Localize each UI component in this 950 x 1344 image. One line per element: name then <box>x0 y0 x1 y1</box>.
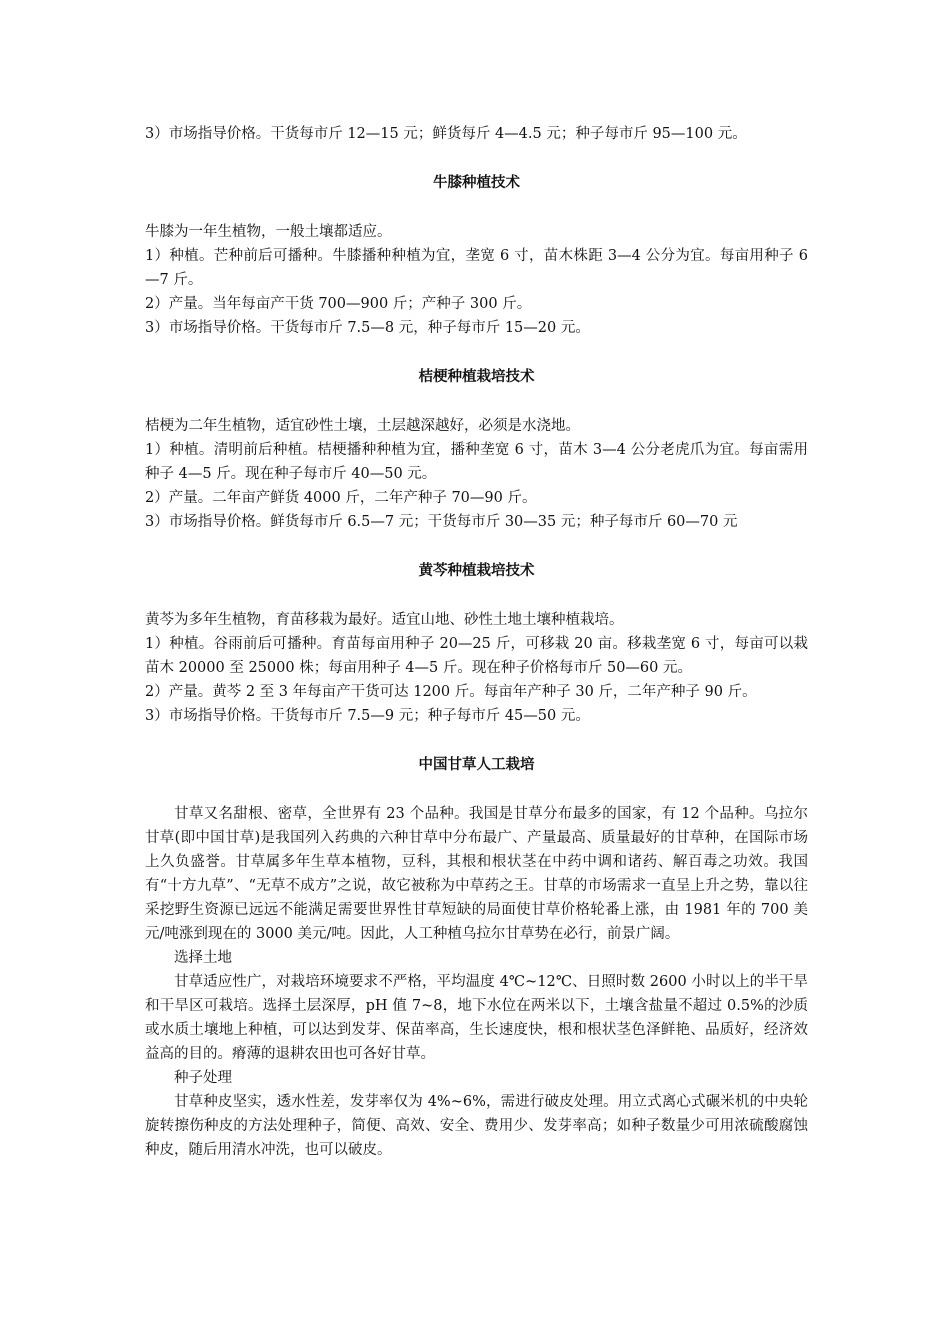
huangqin-yield: 2）产量。黄芩 2 至 3 年每亩产干货可达 1200 斤。每亩年产种子 30 斤，二年产种子 90 斤。 <box>145 684 757 700</box>
huangqin-price: 3）市场指导价格。干货每市斤 7.5—9 元；种子每市斤 45—50 元。 <box>145 708 590 724</box>
price-line: 3）市场指导价格。干货每市斤 12—15 元；鲜货每斤 4—4.5 元；种子每市斤 95—100 元。 <box>145 126 747 142</box>
huangqin-intro: 黄芩为多年生植物，育苗移栽为最好。适宜山地、砂性土地土壤种植栽培。 <box>145 612 624 628</box>
niuxi-yield: 2）产量。当年每亩产干货 700—900 斤；产种子 300 斤。 <box>145 296 532 312</box>
niuxi-price: 3）市场指导价格。干货每市斤 7.5—8 元，种子每市斤 15—20 元。 <box>145 320 590 336</box>
section-title-niuxi: 牛膝种植技术 <box>433 175 520 191</box>
jiegeng-planting: 1）种植。清明前后种植。桔梗播种种植为宜，播种垄宽 6 寸，苗木 3—4 公分老虎爪为宜。每亩需用种子 4—5 斤。现在种子每市斤 40—50 元。 <box>145 442 808 482</box>
jiegeng-intro: 桔梗为二年生植物，适宜砂性土壤，土层越深越好，必须是水浇地。 <box>145 418 580 434</box>
section-title-huangqin: 黄芩种植栽培技术 <box>418 563 535 579</box>
gancao-land: 甘草适应性广，对栽培环境要求不严格，平均温度 4℃~12℃、日照时数 2600 小时以上的半干旱和干旱区可栽培。选择土层深厚，pH 值 7~8，地下水位在两米以下，土壤含盐量不超过 0.5%的沙质或水质土壤地上种植，可以达到发芽、保苗率高，生长速度快，根和根状茎色泽鲜艳、品质好，经济效益高的目的。瘠薄的退耕农田也可各好甘草。 <box>145 974 808 1062</box>
huangqin-planting: 1）种植。谷雨前后可播种。育苗每亩用种子 20—25 斤，可移栽 20 亩。移栽垄宽 6 寸，每亩可以栽苗木 20000 至 25000 株；每亩用种子 4—5 斤。现在种子价格每市斤 50—60 元。 <box>145 636 808 676</box>
niuxi-intro: 牛膝为一年生植物，一般土壤都适应。 <box>145 224 392 240</box>
section-title-jiegeng: 桔梗种植栽培技术 <box>418 369 535 385</box>
subheading-seed: 种子处理 <box>174 1070 232 1086</box>
document-body <box>145 122 808 1162</box>
subheading-land: 选择土地 <box>174 950 232 966</box>
niuxi-planting: 1）种植。芒种前后可播种。牛膝播种种植为宜，垄宽 6 寸，苗木株距 3—4 公分为宜。每亩用种子 6—7 斤。 <box>145 248 808 288</box>
gancao-seed: 甘草种皮坚实，透水性差，发芽率仅为 4%~6%，需进行破皮处理。用立式离心式碾米机的中央轮旋转擦伤种皮的方法处理种子，简便、高效、安全、费用少、发芽率高；如种子数量少可用浓硫酸腐蚀种皮，随后用清水冲洗，也可以破皮。 <box>145 1094 808 1158</box>
section-title-gancao: 中国甘草人工栽培 <box>418 757 535 773</box>
jiegeng-price: 3）市场指导价格。鲜货每市斤 6.5—7 元；干货每市斤 30—35 元；种子每市斤 60—70 元 <box>145 514 738 530</box>
gancao-intro: 甘草又名甜根、密草，全世界有 23 个品种。我国是甘草分布最多的国家，有 12 个品种。乌拉尔甘草(即中国甘草)是我国列入药典的六种甘草中分布最广、产量最高、质量最好的甘草种，在国际市场上久负盛誉。甘草属多年生草本植物，豆科，其根和根状茎在中药中调和诸药、解百毒之功效。我国有“十方九草”、“无草不成方”之说，故它被称为中草药之王。甘草的市场需求一直呈上升之势，靠以往采挖野生资源已远远不能满足需要世界性甘草短缺的局面使甘草价格轮番上涨，由 1981 年的 700 美元/吨涨到现在的 3000 美元/吨。因此，人工种植乌拉尔甘草势在必行，前景广阔。 <box>145 806 808 942</box>
jiegeng-yield: 2）产量。二年亩产鲜货 4000 斤，二年产种子 70—90 斤。 <box>145 490 537 506</box>
